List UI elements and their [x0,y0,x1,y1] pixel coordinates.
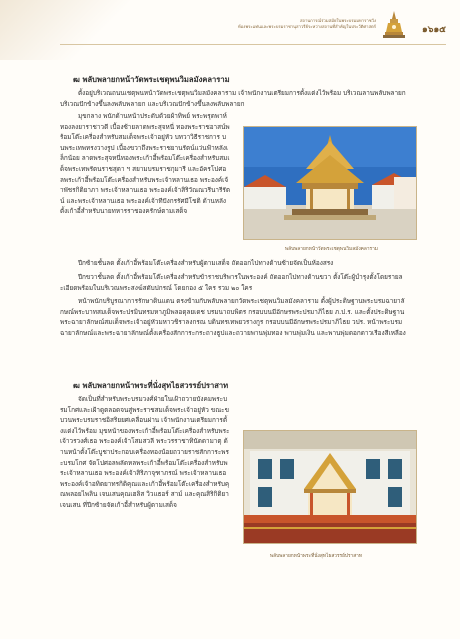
photo1-caption: พลับพลายกหน้าวัดพระเชตุพนวิมลมังคลาราม [285,247,378,252]
section1-p2: ปีกซ้ายชั้นลด ตั้งเก้าอี้พร้อมโต๊ะเครื่องสำหรับผู้ตามเสด็จ ถัดออกไปทางด้านซ้ายจัดเป็นห้องสรง [78,259,334,267]
header-line-2: ห้องพระแท่นและพระบรมราชานุสาวรีย์ระหว่างสถานที่สำคัญในประวัติศาสตร์ [238,24,376,29]
section1-p3: ปีกขวาชั้นลด ตั้งเก้าอี้พร้อมโต๊ะเครื่องสำหรับข้าราชบริพารในพระองค์ ถัดออกไปทางด้านขวา ตั้งโต๊ะผู้บำรุงตั้งโดยรายละเอียดพร้อมในบริเวณพระสงฆ์สดับปกรณ์ โดยกอง ๕ ใคร รวม ๒๐ ใคร [60,273,403,292]
throne-hall-photo-image [244,431,416,543]
page-header [146,10,446,40]
page-number: ๑๖๑๕ [422,25,446,35]
section1-p4: หน้าพนักบริบูรณาการรักษาดินแดน ตรงข้ามกับพลับพลายกวัดพระเชตุพนวิมลมังคลาราม ตั้งผู้ประดิษฐานพระบรมฉายาลักษณ์พระบาทสมเด็จพระปรมินทรมหาภูมิพลอดุลยเดช บรมนาถบพิตร กรอบบนมีอักษรพระปรมาภิไธย ภ.ป.ร. และตั้งประดิษฐานพระฉายาลักษณ์สมเด็จพระเจ้าอยู่หัวมหาวชิราลงกรณ บดินทรเทพยวรางกูร กรอบบนมีอักษรพระปรมาภิไธย วปร. หน้าพระบรมฉายาลักษณ์และพระฉายาลักษณ์ตั้งเครื่องสักการะกระถางธูปและถวายพานพุ่มทอง พานพุ่มเงิน และพานพุ่มดอกดาวเรืองสีเหลือง [60,297,406,337]
royal-crest-icon [380,10,408,42]
header-divider [60,44,446,45]
section2-body: จัดเป็นที่สำหรับพระบรมวงศ์ฝ่ายในเฝ้าถวายบังคมพระบรมโกศและเฝ้าดูตลอดจนสู่พระราชสมเด็จพระเจ้าอยู่หัว ขณะขบวนพระบรมราชอิสริยยศเคลื่อนผ่าน เจ้าพนักงานเตรียมการตั้งแต่งไว้พร้อม มุขหน้าของพระเก้าอี้พร้อมโต๊ะเครื่องสำหรับพระเจ้าวรวงศ์เธอ พระองค์เจ้าโสมสวลี พระวรราชาทินัดดามาตุ ด้านหน้าตั้งโต๊ะบูชาประกอบเครื่องทองน้อยถวายราชสักการะพระบรมโกศ จัดโปศอลพลัดหลพระเก้าอี้พร้อมโต๊ะเครื่องสำหรับพระเจ้าหลานเธอ พระองค์เจ้าสิริภาจุฑาภรณ์ พระเจ้าหลานเธอ พระองค์เจ้าอทิตยาทรกิติคุณและเก้าอี้พร้อมโต๊ะเครื่องสำหรับคุณพลอยไพลิน เจนเสนคุณเฮลิส วิวแธอร์ สาม์ และคุณสิริกิติยา เจนเสน ที่ปีกซ้ายจัดเก้าอี้สำหรับผู้ตามเสด็จ [60,395,230,509]
header-line-1: สถานการณ์ร่วมสมัยในพระบรมมหาราชวัง [299,18,376,23]
photo2-caption: พลับพลายกหน้าพระที่นั่งสุทไธสวรรย์ปราสาท [270,554,363,559]
corner-ornament [0,0,130,60]
section1-body: มุขกลาง พนักด้านหน้าประดับด้วยผ้าทิพย์ พระพรุดพาห์ทองลงยาราชาวดี เบื้องซ้ายลาดพระสุจหนี่ ทองพระราชอาสน์พร้อมโต๊ะเครื่องสำหรับสมเด็จพระเจ้าอยู่หัว บทวาวิธีราชการ บนพระเทพทรงวางรูป เบื้องขวาถึงพระราชยานรัตน์แว่นฟ้าหลังเล็กน้อย ลาดพระสุจหนี่ทองพระเก้าอี้พร้อมโต๊ะเครื่องสำหรับสมเด็จพระเทพรัตนราชสุดา ฯ สยามบรมราชกุมารี และอัครโปศอลพระเก้าอี้พร้อมโต๊ะเครื่องสำหรับพระเจ้าหลานเธอ พระองค์เจ้าพัชรกิติยาภา พระเจ้าหลานเธอ พระองค์เจ้าสิริวัณณวรีนารีรัตน์ และพระเจ้าหลานเธอ พระองค์เจ้าทีปังกรรัศมีโชติ ด้านหลังตั้งเก้าอี้สำหรับนายทหารราชองครักษ์ตามเสด็จ [60,112,230,216]
photo-temple-pavilion [243,126,417,240]
header-text [156,18,376,30]
section-title-1: ฒ พลับพลายกหน้าวัดพระเชตุพนวิมลมังคลาราม [73,75,230,84]
section1-intro: ตั้งอยู่บริเวณถนนเชตุพนหน้าวัดพระเชตุพนวิมลมังคลาราม เจ้าพนักงานเตรียมการตั้งแต่งไว้พร้อม บริเวณลานพลับพลายก บริเวณปักข้างขึ้นลงพลับพลายก และบริเวณปักข้างขึ้นลงพลับพลายก [60,89,406,108]
photo-throne-hall-pavilion [243,430,417,544]
pavilion-photo-image [244,127,416,239]
section-title-2: ฒ พลับพลายกหน้าพระที่นั่งสุทไธสวรรย์ปราสาท [73,381,229,390]
